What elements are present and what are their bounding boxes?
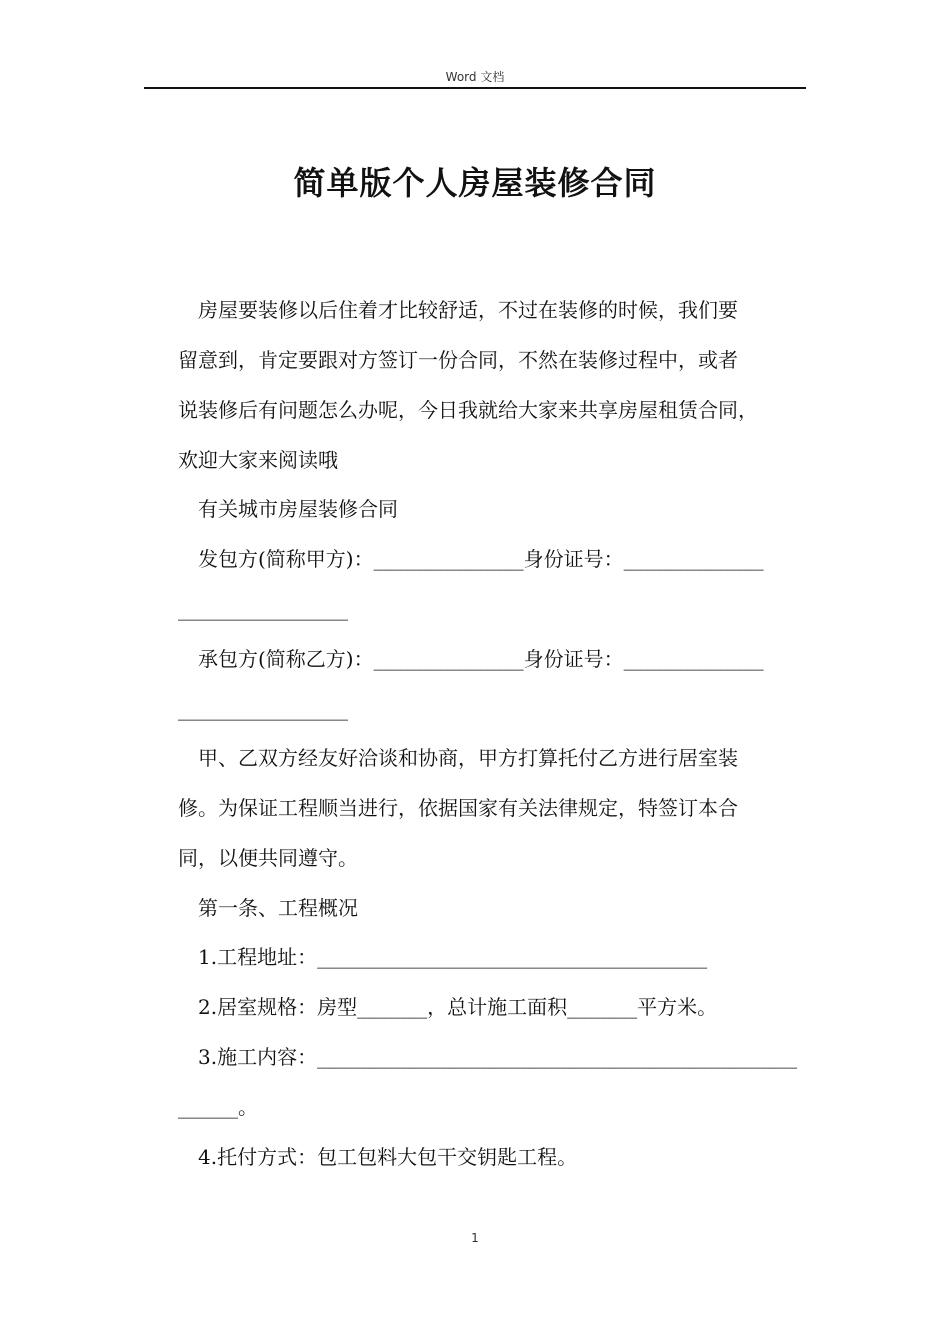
agreement-line-1: 甲、乙双方经友好洽谈和协商，甲方打算托付乙方进行居室装 xyxy=(198,746,738,770)
item-3-content-line-1: 3.施工内容：________________________________________________ xyxy=(198,1045,798,1069)
party-a-line-2: _________________ xyxy=(178,597,348,621)
party-b-line-1: 承包方(简称乙方)：_______________身份证号：______________ xyxy=(198,647,764,671)
item-4-method: 4.托付方式：包工包料大包干交钥匙工程。 xyxy=(198,1145,578,1169)
party-a-line-1: 发包方(简称甲方)：_______________身份证号：______________ xyxy=(198,547,764,571)
intro-line-1: 房屋要装修以后住着才比较舒适，不过在装修的时候，我们要 xyxy=(198,298,738,322)
item-1-address: 1.工程地址：_______________________________________ xyxy=(198,945,708,969)
page-header: Word 文档 xyxy=(445,70,505,84)
document-title: 简单版个人房屋装修合同 xyxy=(293,164,657,202)
intro-line-3: 说装修后有问题怎么办呢，今日我就给大家来共享房屋租赁合同， xyxy=(178,398,758,422)
agreement-line-3: 同，以便共同遵守。 xyxy=(178,846,358,870)
header-divider xyxy=(144,87,806,89)
article-1-heading: 第一条、工程概况 xyxy=(198,896,358,920)
contract-subtitle: 有关城市房屋装修合同 xyxy=(198,497,398,521)
party-b-line-2: _________________ xyxy=(178,697,348,721)
intro-line-2: 留意到，肯定要跟对方签订一份合同，不然在装修过程中，或者 xyxy=(178,348,738,372)
intro-line-4: 欢迎大家来阅读哦 xyxy=(178,448,338,472)
item-2-specification: 2.居室规格：房型_______，总计施工面积_______平方米。 xyxy=(198,995,718,1019)
page-number: 1 xyxy=(471,1231,479,1245)
item-3-content-line-2: ______。 xyxy=(178,1095,258,1119)
agreement-line-2: 修。为保证工程顺当进行，依据国家有关法律规定，特签订本合 xyxy=(178,796,738,820)
